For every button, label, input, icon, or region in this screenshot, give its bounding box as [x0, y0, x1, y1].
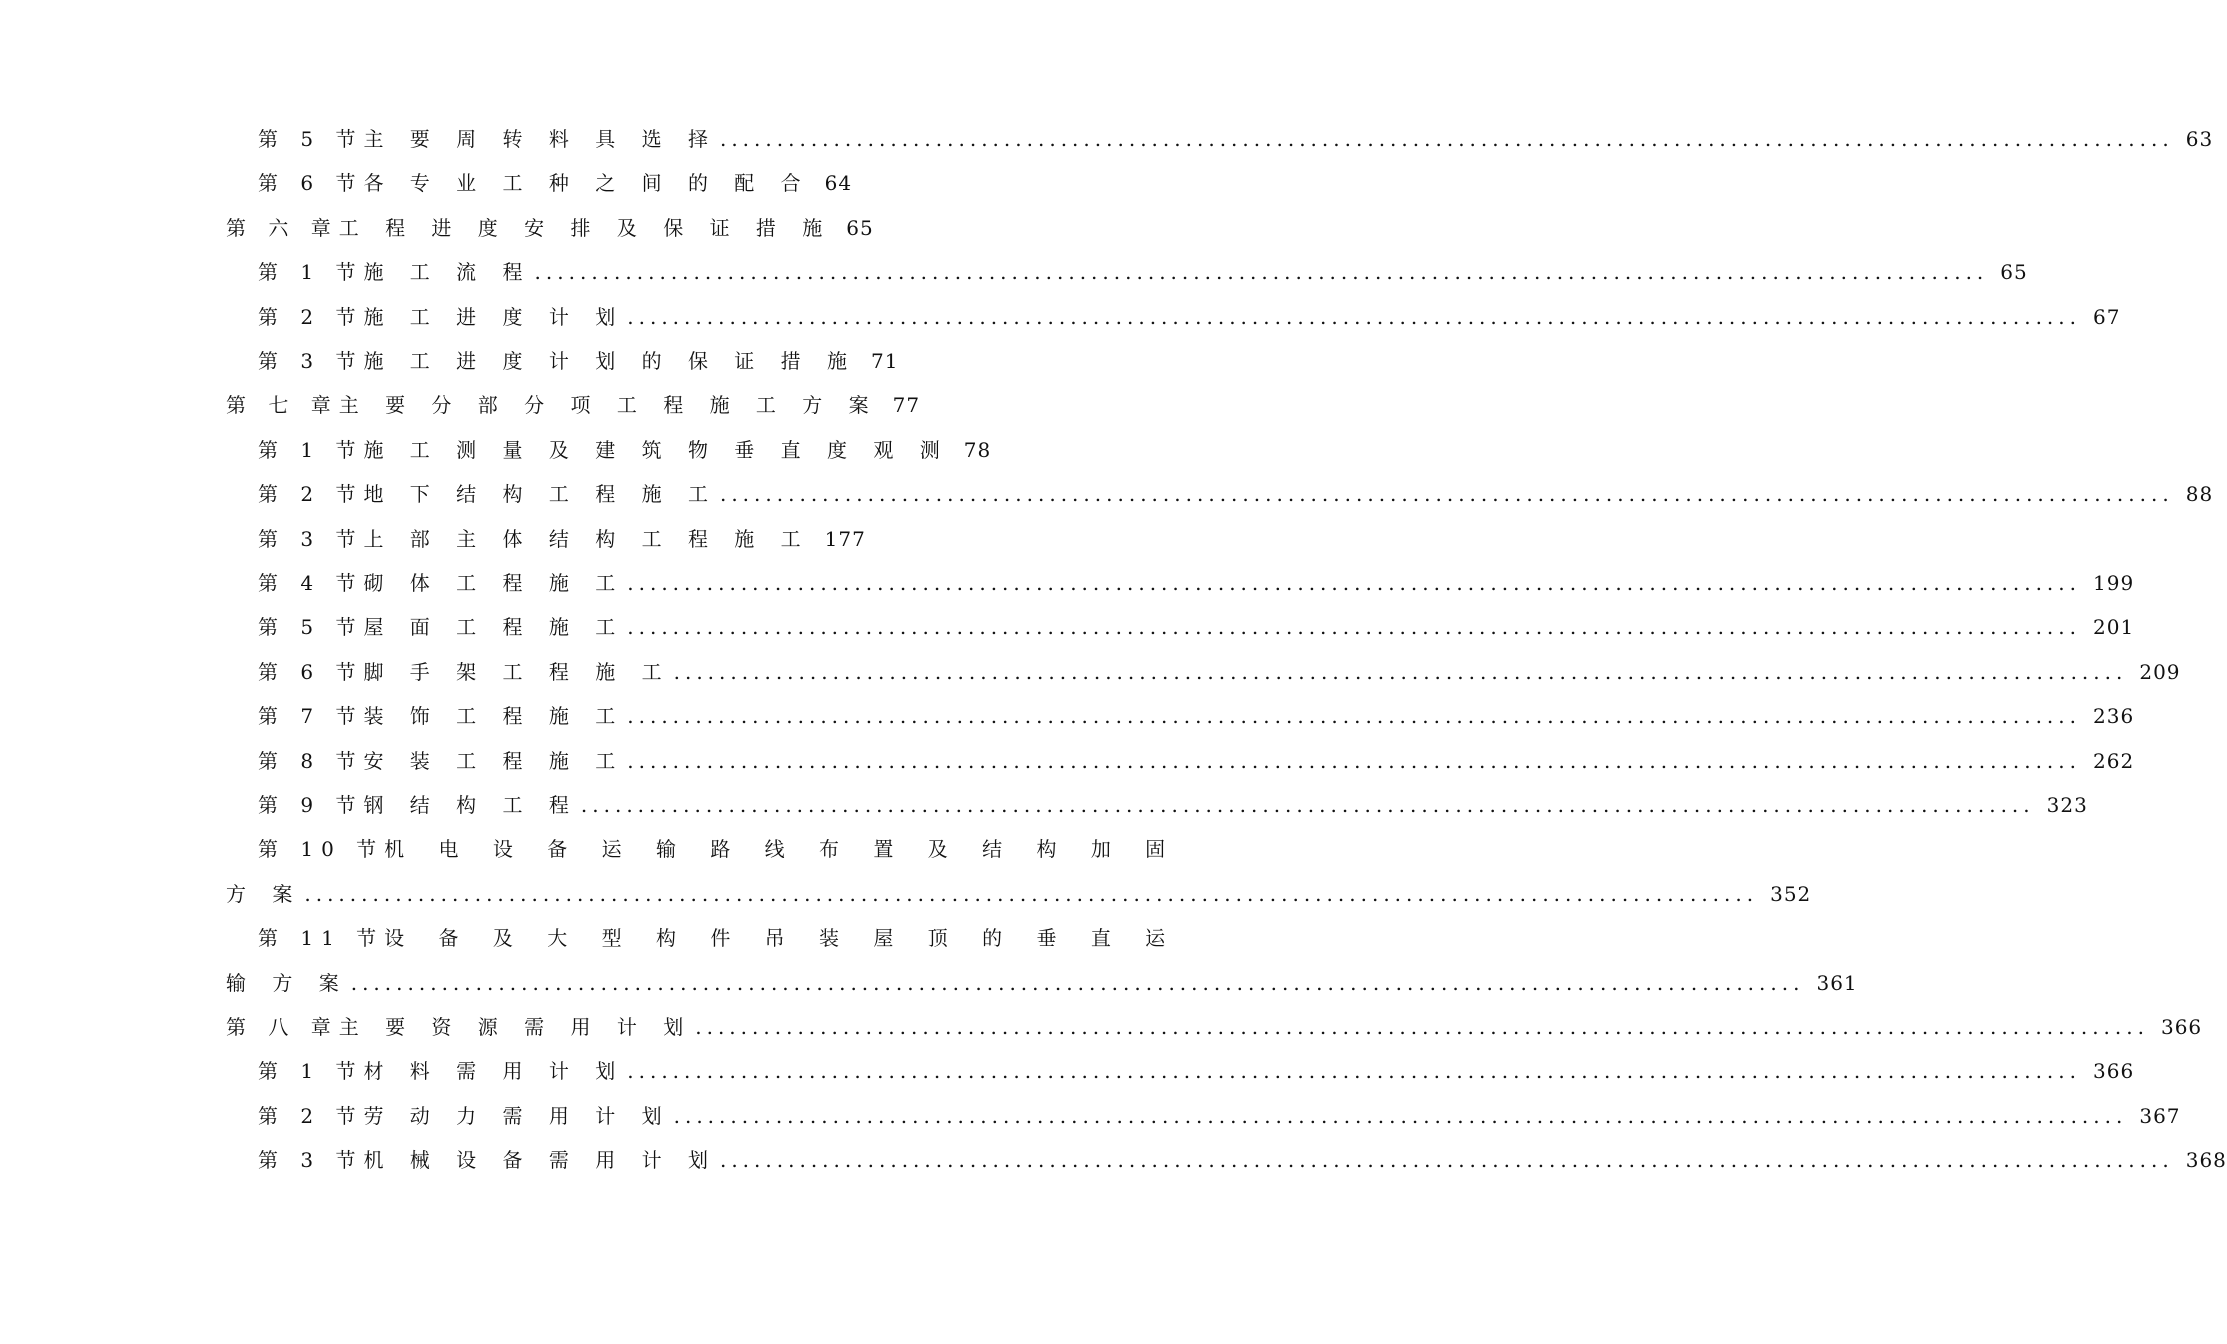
- page-number: 64: [824, 171, 853, 195]
- page-number: 63: [2185, 127, 2214, 151]
- section-label: 第 1 节: [258, 1059, 364, 1083]
- section-label: 第 10 节: [258, 837, 385, 861]
- toc-entry[interactable]: [226, 1012, 2203, 1042]
- toc-entry[interactable]: [258, 923, 1180, 953]
- section-label: 第 2 节: [258, 1104, 364, 1128]
- section-label: 第 2 节: [258, 305, 364, 329]
- section-label: 第 1 节: [258, 260, 364, 284]
- dot-leader: [720, 479, 2174, 509]
- entry-title: 主 要 资 源 需 用 计 划: [338, 1015, 694, 1039]
- section-label: 第 3 节: [258, 527, 364, 551]
- page-number: 361: [1816, 971, 1858, 995]
- entry-title: 上 部 主 体 结 构 工 程 施 工: [363, 527, 811, 551]
- entry-title: 装 饰 工 程 施 工: [363, 704, 626, 728]
- dot-leader: [627, 568, 2081, 598]
- chapter-label: 第 七 章: [226, 393, 339, 417]
- toc-entry[interactable]: [258, 701, 2135, 731]
- section-label: 第 4 节: [258, 571, 364, 595]
- dot-leader: [674, 657, 2128, 687]
- page-number: 262: [2093, 749, 2135, 773]
- toc-entry[interactable]: [258, 1145, 2227, 1175]
- dot-leader: [674, 1101, 2128, 1131]
- entry-title: 脚 手 架 工 程 施 工: [363, 660, 672, 684]
- entry-title: 钢 结 构 工 程: [363, 793, 579, 817]
- page-number: 199: [2093, 571, 2135, 595]
- page-number: 366: [2093, 1059, 2135, 1083]
- toc-entry[interactable]: [258, 1056, 2135, 1086]
- section-label: 第 7 节: [258, 704, 364, 728]
- page-number: 366: [2160, 1015, 2203, 1039]
- page-number: 71: [871, 349, 899, 373]
- page-number: 177: [824, 527, 866, 551]
- section-label: 第 6 节: [258, 171, 364, 195]
- entry-title: 机 电 设 备 运 输 路 线 布 置 及 结 构 加 固: [384, 837, 1180, 861]
- entry-title: 机 械 设 备 需 用 计 划: [363, 1148, 718, 1172]
- toc-entry[interactable]: [258, 302, 2121, 332]
- dot-leader: [627, 701, 2081, 731]
- dot-leader: [720, 1145, 2174, 1175]
- page-number: 88: [2185, 482, 2214, 506]
- dot-leader: [627, 302, 2081, 332]
- entry-title: 施 工 测 量 及 建 筑 物 垂 直 度 观 测: [363, 438, 950, 462]
- dot-leader: [535, 257, 1989, 287]
- toc-entry[interactable]: [258, 1101, 2181, 1131]
- chapter-label: 第 六 章: [226, 216, 339, 240]
- toc-entry[interactable]: [258, 435, 992, 465]
- toc-entry[interactable]: [258, 479, 2214, 509]
- page-number: 67: [2093, 305, 2121, 329]
- dot-leader: [351, 968, 1805, 998]
- entry-title: 施 工 进 度 计 划 的 保 证 措 施: [363, 349, 858, 373]
- page-number: 323: [2046, 793, 2088, 817]
- entry-title: 输 方 案: [226, 971, 349, 995]
- entry-title: 施 工 进 度 计 划: [363, 305, 626, 329]
- dot-leader: [627, 746, 2081, 776]
- page-number: 65: [846, 216, 874, 240]
- toc-entry[interactable]: [226, 968, 1858, 998]
- page-number: 209: [2139, 660, 2181, 684]
- dot-leader: [695, 1012, 2149, 1042]
- entry-title: 屋 面 工 程 施 工: [363, 615, 626, 639]
- entry-title: 主 要 分 部 分 项 工 程 施 工 方 案: [338, 393, 879, 417]
- dot-leader: [304, 879, 1758, 909]
- page-number: 367: [2139, 1104, 2181, 1128]
- page-number: 236: [2093, 704, 2135, 728]
- page-number: 77: [892, 393, 921, 417]
- page-number: 352: [1770, 882, 1812, 906]
- section-label: 第 5 节: [258, 615, 364, 639]
- dot-leader: [627, 612, 2081, 642]
- toc-entry[interactable]: [258, 612, 2135, 642]
- entry-title: 安 装 工 程 施 工: [363, 749, 626, 773]
- section-label: 第 3 节: [258, 1148, 364, 1172]
- section-label: 第 2 节: [258, 482, 364, 506]
- toc-entry[interactable]: [226, 390, 921, 420]
- toc-entry[interactable]: [226, 879, 1812, 909]
- section-label: 第 8 节: [258, 749, 364, 773]
- toc-entry[interactable]: [226, 213, 874, 243]
- entry-title: 设 备 及 大 型 构 件 吊 装 屋 顶 的 垂 直 运: [384, 926, 1180, 950]
- entry-title: 地 下 结 构 工 程 施 工: [363, 482, 718, 506]
- toc-entry[interactable]: [258, 568, 2135, 598]
- toc-entry[interactable]: [258, 346, 899, 376]
- entry-title: 施 工 流 程: [363, 260, 533, 284]
- dot-leader: [581, 790, 2035, 820]
- toc-entry[interactable]: [258, 168, 853, 198]
- section-label: 第 5 节: [258, 127, 364, 151]
- section-label: 第 3 节: [258, 349, 364, 373]
- section-label: 第 11 节: [258, 926, 385, 950]
- entry-title: 工 程 进 度 安 排 及 保 证 措 施: [338, 216, 833, 240]
- page-number: 201: [2093, 615, 2135, 639]
- toc-entry[interactable]: [258, 657, 2181, 687]
- entry-title: 砌 体 工 程 施 工: [363, 571, 626, 595]
- entry-title: 材 料 需 用 计 划: [363, 1059, 626, 1083]
- toc-entry[interactable]: [258, 834, 1180, 864]
- entry-title: 各 专 业 工 种 之 间 的 配 合: [363, 171, 811, 195]
- dot-leader: [720, 124, 2174, 154]
- toc-entry[interactable]: [258, 257, 2028, 287]
- toc-entry[interactable]: [258, 746, 2135, 776]
- entry-title: 主 要 周 转 料 具 选 择: [363, 127, 718, 151]
- toc-entry[interactable]: [258, 124, 2214, 154]
- entry-title: 劳 动 力 需 用 计 划: [363, 1104, 672, 1128]
- entry-title: 方 案: [226, 882, 303, 906]
- page-number: 78: [963, 438, 992, 462]
- section-label: 第 6 节: [258, 660, 364, 684]
- section-label: 第 1 节: [258, 438, 364, 462]
- toc-entry[interactable]: [258, 790, 2088, 820]
- toc-entry[interactable]: [258, 524, 866, 554]
- page-number: 368: [2185, 1148, 2227, 1172]
- page-number: 65: [2000, 260, 2028, 284]
- chapter-label: 第 八 章: [226, 1015, 339, 1039]
- dot-leader: [627, 1056, 2081, 1086]
- section-label: 第 9 节: [258, 793, 364, 817]
